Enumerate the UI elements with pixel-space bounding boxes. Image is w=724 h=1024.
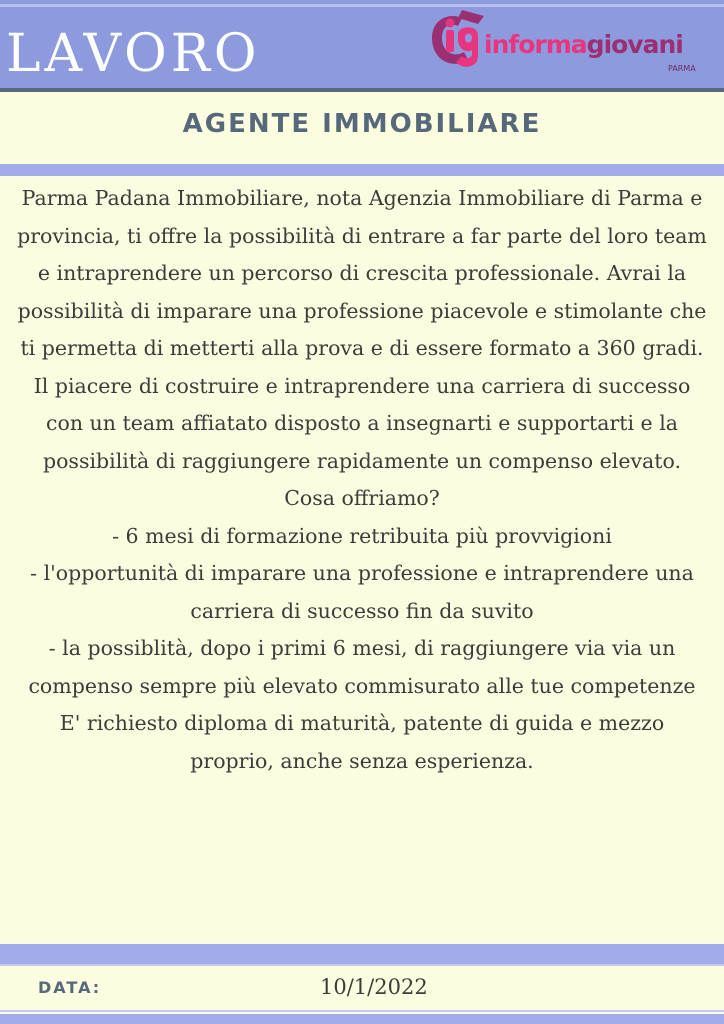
logo-wordmark: informagiovani <box>484 30 683 59</box>
offer-item: - l'opportunità di imparare una professione e intraprendere una carriera di successo fin da suvito <box>30 561 694 623</box>
footer-thin-line <box>0 1010 724 1012</box>
job-title: AGENTE IMMOBILIARE <box>182 109 542 139</box>
description-paragraph: Parma Padana Immobiliare, nota Agenzia Immobiliare di Parma e provincia, ti offre la possibilità di entrare a far parte del loro team e intraprendere un percorso di crescita professionale. Avrai la possibilità di imparare una professione piacevole e stimolante che ti permetta di metterti alla prova e di essere formato a 360 gradi. Il piacere di costruire e intraprendere una carriera di successo con un team affiatato disposto a insegnarti e supportarti e la possibilità di raggiungere rapidamente un compenso elevato. <box>17 186 707 473</box>
divider-band-top <box>0 164 724 176</box>
divider-thin-line <box>0 964 724 966</box>
offer-heading: Cosa offriamo? <box>284 486 440 510</box>
header-divider <box>0 88 724 92</box>
logo-city: PARMA <box>668 64 696 73</box>
job-description <box>16 180 708 780</box>
offer-item: - 6 mesi di formazione retribuita più provvigioni <box>112 523 612 548</box>
divider-band-bottom <box>0 944 724 964</box>
date-value: 10/1/2022 <box>320 975 428 999</box>
ig-logo-icon <box>428 8 488 74</box>
informagiovani-logo[interactable] <box>428 8 720 80</box>
offer-item: - la possiblità, dopo i primi 6 mesi, di raggiungere via via un compenso sempre più elevato commisurato alle tue competenze <box>28 636 696 698</box>
date-label: DATA: <box>38 978 102 997</box>
footer-band <box>0 1014 724 1024</box>
header-top-stripe <box>0 4 724 7</box>
section-title: LAVORO <box>6 24 261 84</box>
requirements-paragraph: E' richiesto diploma di maturità, patente di guida e mezzo proprio, anche senza esperienza. <box>59 711 665 773</box>
